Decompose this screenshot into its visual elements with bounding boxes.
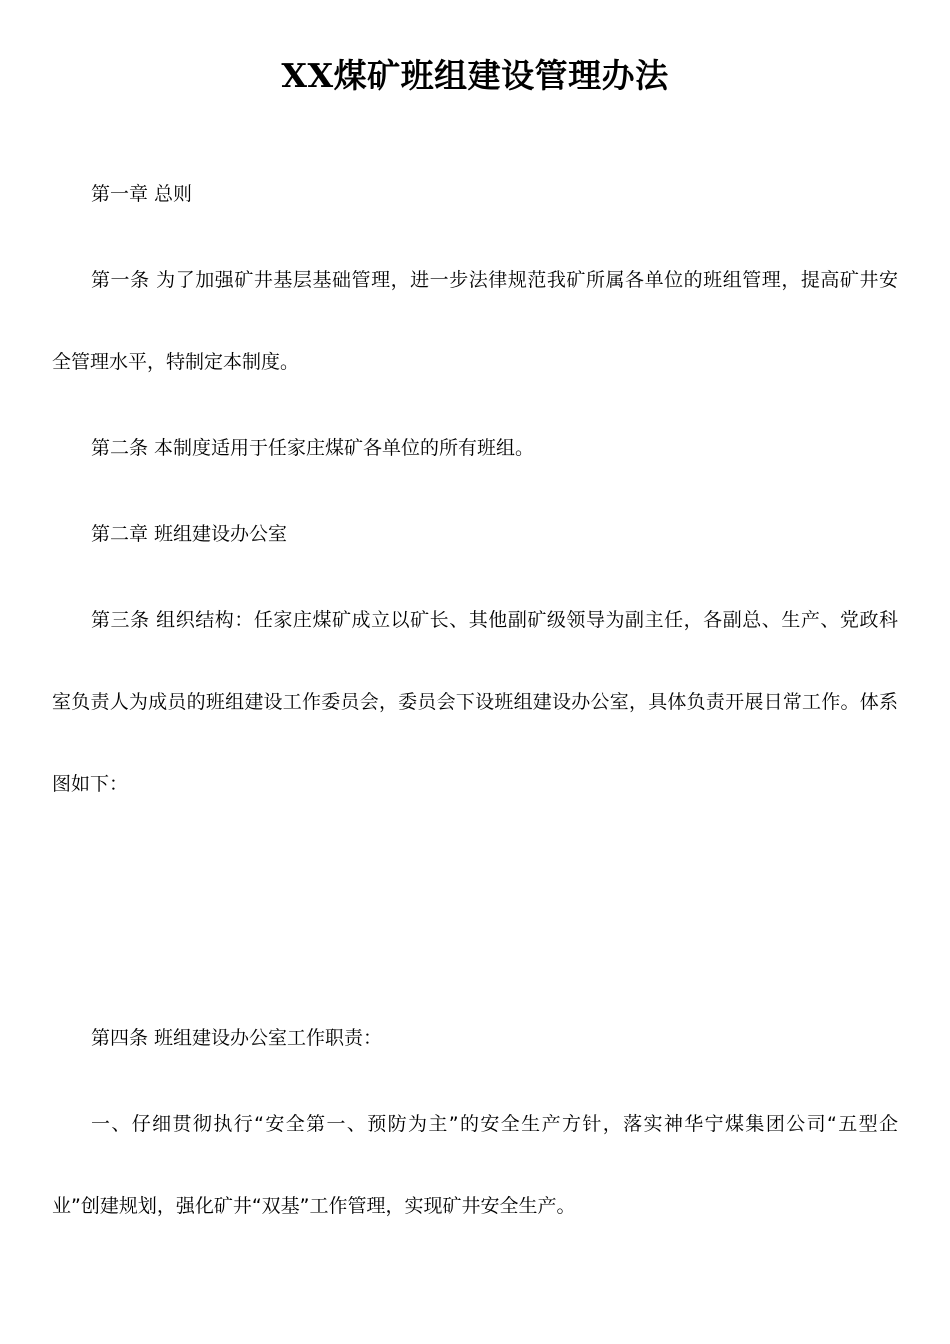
item-one-line-2: 业”创建规划，强化矿井“双基”工作管理，实现矿井安全生产。 <box>52 1195 576 1217</box>
article-one-line-1: 第一条 为了加强矿井基层基础管理，进一步法律规范我矿所属各单位的班组管理，提高矿井安 <box>91 269 898 291</box>
article-three-line-2: 室负责人为成员的班组建设工作委员会，委员会下设班组建设办公室，具体负责开展日常工作。体系 <box>52 691 898 713</box>
chapter-two-heading: 第二章 班组建设办公室 <box>91 523 288 545</box>
item-one-line-1: 一、仔细贯彻执行“安全第一、预防为主”的安全生产方针，落实神华宁煤集团公司“五型企 <box>91 1113 898 1135</box>
document-title: XX煤矿班组建设管理办法 <box>281 56 669 95</box>
organization-chart-area <box>52 830 898 1010</box>
chapter-one-heading: 第一章 总则 <box>91 183 193 205</box>
article-one-line-2: 全管理水平，特制定本制度。 <box>52 351 300 373</box>
article-four: 第四条 班组建设办公室工作职责： <box>91 1027 383 1049</box>
article-three-line-1: 第三条 组织结构：任家庄煤矿成立以矿长、其他副矿级领导为副主任，各副总、生产、党政科 <box>91 609 898 631</box>
article-two: 第二条 本制度适用于任家庄煤矿各单位的所有班组。 <box>91 437 535 459</box>
article-three-line-3: 图如下： <box>52 773 129 795</box>
